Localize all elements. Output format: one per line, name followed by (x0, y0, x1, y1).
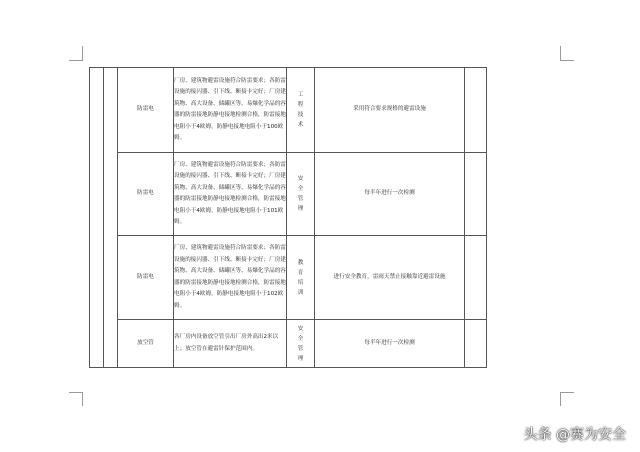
crop-mark-top-left-v (82, 46, 83, 60)
category-cell (287, 153, 315, 236)
category-char: 理 (297, 355, 304, 362)
hazard-name-cell: 放空管 (118, 320, 174, 368)
blank-cell-2 (104, 68, 118, 368)
category-char: 管 (297, 345, 304, 352)
hazard-measures-table (89, 67, 487, 368)
requirement-cell: 厂房、建筑物避雷设施符合防雷要求；各防雷设施的接闪器、引下线、断接卡完好；厂房建筑物、高大设备、储罐区等、易爆化学品的容器的防雷接地防静电接地检测合格，防雷接地电阻小于4欧姆，防静电接地电阻小于102欧姆。 (174, 236, 287, 320)
measure-cell: 进行安全教育，雷雨天禁止接触靠近避雷设施 (315, 236, 465, 320)
category-char: 训 (297, 289, 304, 296)
category-char: 技 (297, 112, 304, 118)
category-cell (287, 68, 315, 153)
category-char: 理 (297, 206, 304, 212)
requirement-cell: 厂房、建筑物避雷设施符合防雷要求；各防雷设施的接闪器、引下线、断接卡完好；厂房建筑物、高大设备、储罐区等、易爆化学品的容器的防雷接地防静电接地检测合格，防雷接地电阻小于4欧姆，防静电接地电阻小于101欧姆。 (174, 153, 287, 236)
category-cell (287, 320, 315, 368)
blank-cell-end (465, 153, 487, 236)
category-char: 全 (297, 186, 304, 192)
blank-cell-end (465, 236, 487, 320)
crop-mark-bottom-left-h (69, 392, 83, 393)
category-char: 全 (297, 335, 304, 342)
category-char: 术 (297, 122, 304, 128)
crop-mark-top-left-h (69, 60, 83, 61)
crop-mark-top-right-h (560, 60, 574, 61)
table-row (90, 236, 487, 320)
measure-cell: 采用符合要求规格的避雷设施 (315, 68, 465, 153)
category-char: 安 (297, 176, 304, 182)
table-row (90, 153, 487, 236)
crop-mark-bottom-left-v (82, 392, 83, 406)
hazard-name-cell: 防雷电 (118, 236, 174, 320)
crop-mark-bottom-right-h (560, 392, 574, 393)
crop-mark-bottom-right-v (560, 392, 561, 406)
measure-cell: 每半年进行一次检测 (315, 153, 465, 236)
category-char: 工 (297, 92, 304, 98)
requirement-cell: 厂房、建筑物避雷设施符合防雷要求；各防雷设施的接闪器、引下线、断接卡完好；厂房建筑物、高大设备、储罐区等、易爆化学品的容器的防雷接地防静电接地检测合格，防雷接地电阻小于4欧姆，防静电接地电阻小于100欧姆。 (174, 68, 287, 153)
table-row (90, 68, 487, 153)
source-watermark: 头条 @赛为安全 (523, 427, 626, 443)
table-row (90, 320, 487, 368)
measure-cell: 每半年进行一次检测 (315, 320, 465, 368)
hazard-name-cell: 防雷电 (118, 68, 174, 153)
blank-cell-1 (90, 68, 104, 368)
category-char: 管 (297, 196, 304, 202)
category-char: 育 (297, 269, 304, 276)
requirement-cell: 各厂房内设备放空管引出厂房外高出2米以上；放空管在避雷针保护范围内。 (174, 320, 287, 368)
category-char: 培 (297, 279, 304, 286)
category-char: 教 (297, 259, 304, 266)
category-cell (287, 236, 315, 320)
blank-cell-end (465, 320, 487, 368)
hazard-name-cell: 防雷电 (118, 153, 174, 236)
category-char: 安 (297, 325, 304, 332)
category-char: 程 (297, 102, 304, 108)
blank-cell-end (465, 68, 487, 153)
crop-mark-top-right-v (560, 46, 561, 60)
